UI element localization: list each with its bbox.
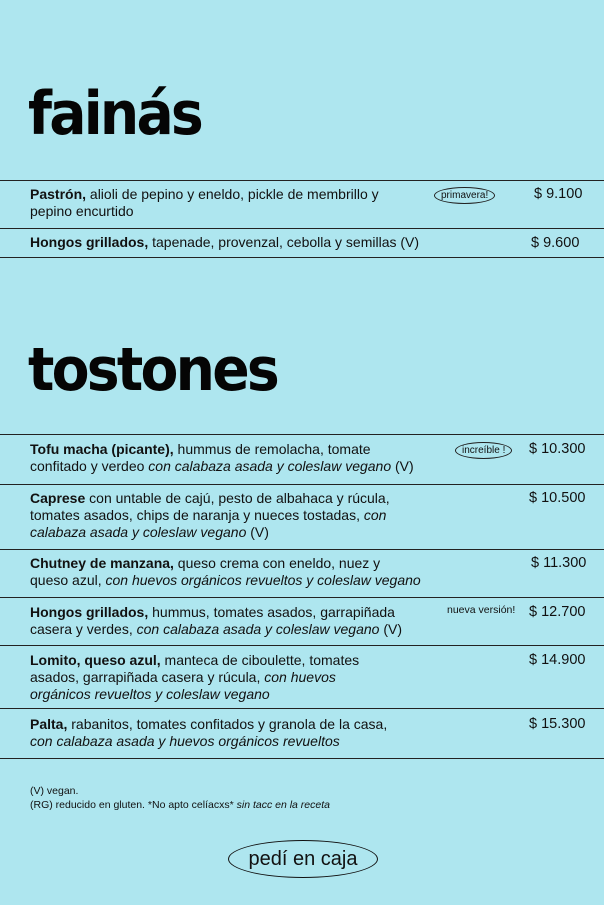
- note-vegan: (V) vegan.: [30, 785, 79, 797]
- item-description: Lomito, queso azul, manteca de ciboulette, tomates asados, garrapiñada casera y rúcula, con huevos orgánicos revueltos y coleslaw vegano: [30, 652, 360, 702]
- badge-increible: increíble !: [455, 442, 512, 459]
- item-price: $ 12.700: [529, 604, 586, 620]
- item-description: Pastrón, alioli de pepino y eneldo, pickle de membrillo y pepino encurtido: [30, 186, 379, 219]
- item-name: Tofu macha (picante),: [30, 441, 174, 457]
- divider: [0, 758, 604, 759]
- divider: [0, 597, 604, 598]
- note-gluten: (RG) reducido en gluten. *No apto celíacxs* sin tacc en la receta: [30, 799, 330, 811]
- item-description: Tofu macha (picante), hummus de remolacha, tomate confitado y verdeo con calabaza asada y coleslaw vegano (V): [30, 441, 414, 474]
- item-name: Palta,: [30, 716, 68, 732]
- item-description: Hongos grillados, hummus, tomates asados, garrapiñada casera y verdes, con calabaza asada y coleslaw vegano (V): [30, 604, 402, 637]
- section-title-fainas: fainás: [28, 79, 202, 149]
- item-price: $ 14.900: [529, 652, 586, 668]
- item-description: Chutney de manzana, queso crema con eneldo, nuez y queso azul, con huevos orgánicos revueltos y coleslaw vegano: [30, 555, 421, 588]
- item-name: Caprese: [30, 490, 86, 506]
- item-price: $ 9.100: [534, 186, 583, 202]
- item-description: Palta, rabanitos, tomates confitados y granola de la casa, con calabaza asada y huevos orgánicos revueltos: [30, 716, 388, 749]
- item-price: $ 11.300: [531, 555, 587, 571]
- badge-nueva-version: nueva versión!: [447, 604, 516, 616]
- item-name: Lomito, queso azul,: [30, 652, 161, 668]
- item-description: Hongos grillados, tapenade, provenzal, cebolla y semillas (V): [30, 234, 420, 250]
- divider: [0, 228, 604, 229]
- item-name: Pastrón,: [30, 186, 87, 202]
- divider: [0, 549, 604, 550]
- item-price: $ 9.600: [531, 235, 580, 251]
- item-name: Hongos grillados,: [30, 604, 149, 620]
- order-at-register-badge: pedí en caja: [228, 840, 378, 878]
- item-description: Caprese con untable de cajú, pesto de albahaca y rúcula, tomates asados, chips de naranja y nueces tostadas, con calabaza asada y coleslaw vegano (V): [30, 490, 390, 540]
- divider: [0, 645, 604, 646]
- item-price: $ 10.300: [529, 441, 586, 457]
- item-price: $ 15.300: [529, 716, 586, 732]
- divider: [0, 180, 604, 181]
- divider: [0, 484, 604, 485]
- footnotes: [30, 784, 330, 812]
- divider: [0, 257, 604, 258]
- item-name: Hongos grillados,: [30, 234, 149, 250]
- badge-primavera: primavera!: [434, 187, 495, 204]
- divider: [0, 434, 604, 435]
- section-title-tostones: tostones: [28, 335, 277, 405]
- divider: [0, 708, 604, 709]
- item-name: Chutney de manzana,: [30, 555, 174, 571]
- item-price: $ 10.500: [529, 490, 586, 506]
